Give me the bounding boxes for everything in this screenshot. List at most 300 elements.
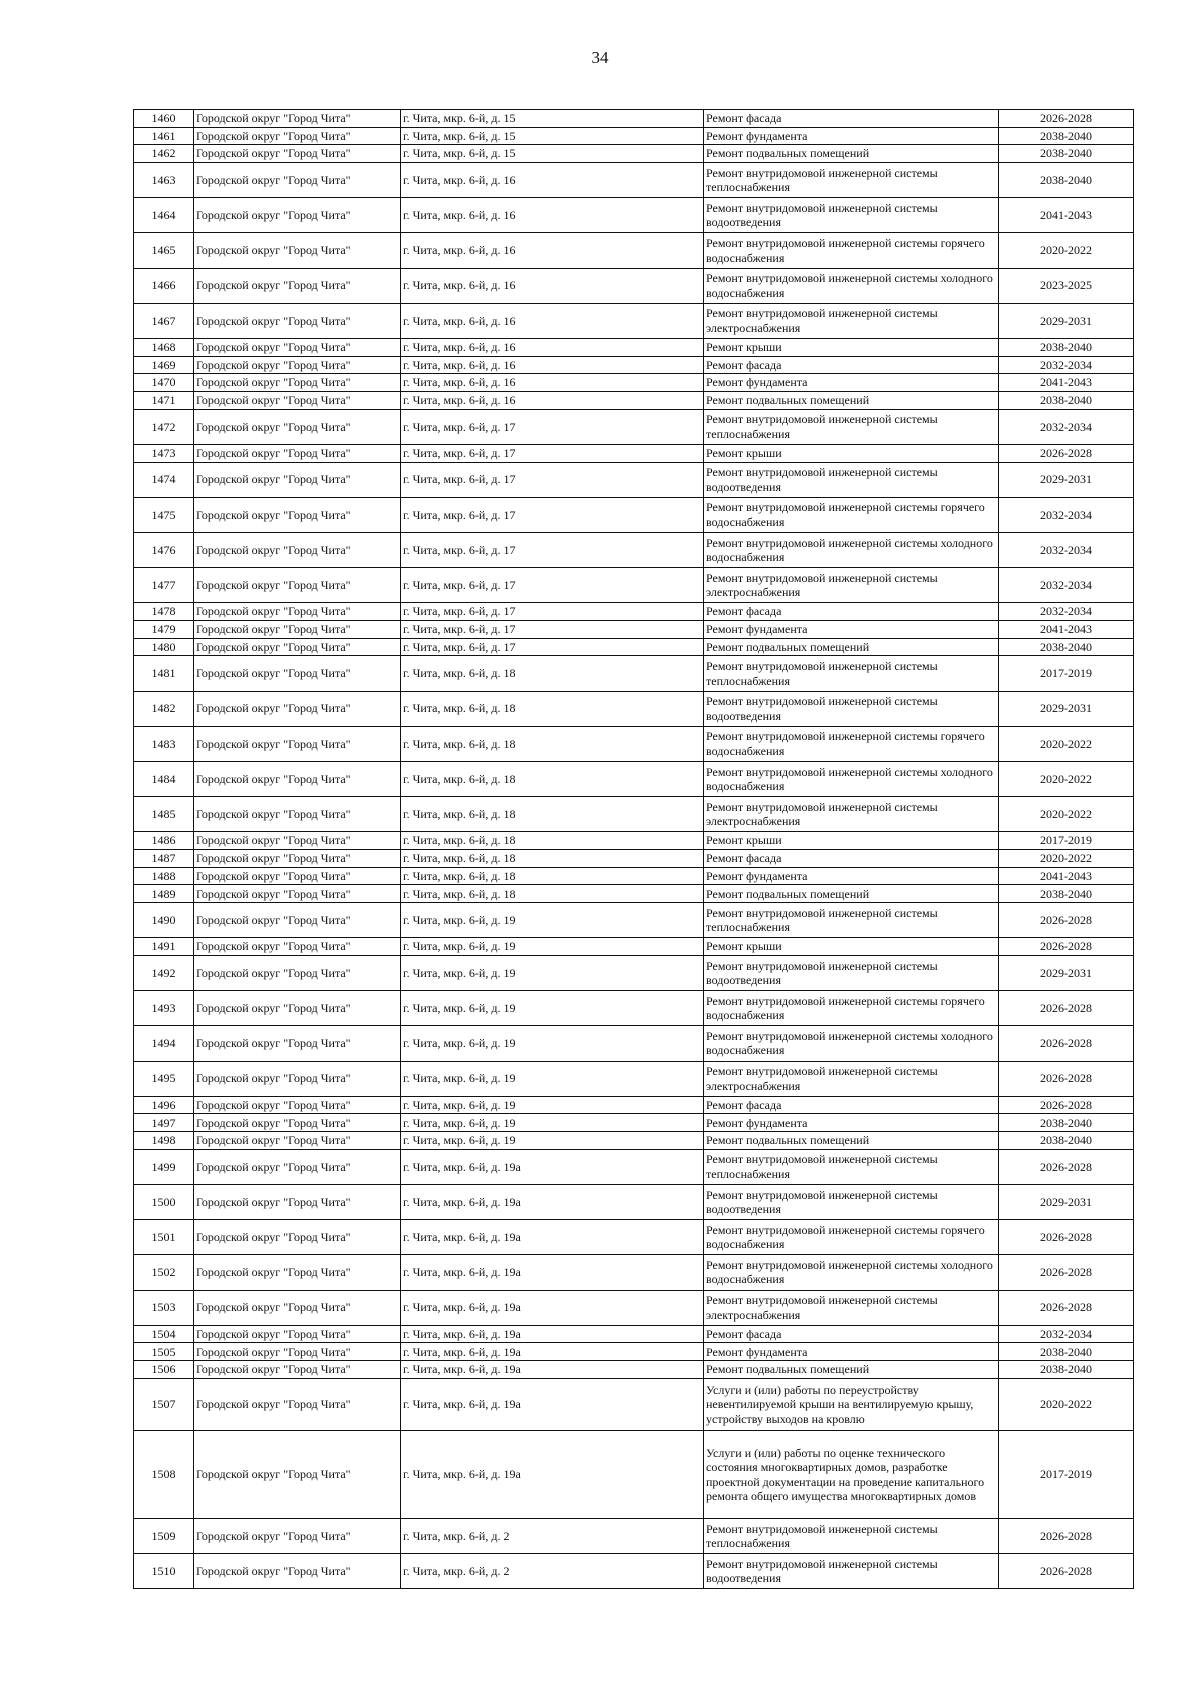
period-cell: 2032-2034 bbox=[999, 603, 1134, 621]
address-cell: г. Чита, мкр. 6-й, д. 18 bbox=[401, 726, 704, 761]
row-number: 1487 bbox=[134, 850, 194, 868]
table-row bbox=[134, 1185, 1134, 1220]
period-cell: 2017-2019 bbox=[999, 1431, 1134, 1519]
work-type-cell: Ремонт фасада bbox=[704, 356, 999, 374]
period-cell: 2038-2040 bbox=[999, 1132, 1134, 1150]
repair-schedule-table bbox=[133, 109, 1134, 1589]
row-number: 1501 bbox=[134, 1220, 194, 1255]
period-cell: 2029-2031 bbox=[999, 462, 1134, 497]
municipality-cell: Городской округ "Город Чита" bbox=[194, 1378, 401, 1431]
municipality-cell: Городской округ "Город Чита" bbox=[194, 392, 401, 410]
municipality-cell: Городской округ "Город Чита" bbox=[194, 691, 401, 726]
table-row bbox=[134, 726, 1134, 761]
period-cell: 2038-2040 bbox=[999, 339, 1134, 357]
work-type-cell: Ремонт крыши bbox=[704, 444, 999, 462]
municipality-cell: Городской округ "Город Чита" bbox=[194, 198, 401, 233]
municipality-cell: Городской округ "Город Чита" bbox=[194, 356, 401, 374]
work-type-cell: Ремонт внутридомовой инженерной системы теплоснабжения bbox=[704, 1149, 999, 1184]
work-type-cell: Ремонт внутридомовой инженерной системы электроснабжения bbox=[704, 797, 999, 832]
municipality-cell: Городской округ "Город Чита" bbox=[194, 867, 401, 885]
row-number: 1475 bbox=[134, 497, 194, 532]
period-cell: 2041-2043 bbox=[999, 198, 1134, 233]
address-cell: г. Чита, мкр. 6-й, д. 19 bbox=[401, 991, 704, 1026]
municipality-cell: Городской округ "Город Чита" bbox=[194, 1185, 401, 1220]
address-cell: г. Чита, мкр. 6-й, д. 17 bbox=[401, 568, 704, 603]
row-number: 1466 bbox=[134, 268, 194, 303]
municipality-cell: Городской округ "Город Чита" bbox=[194, 127, 401, 145]
address-cell: г. Чита, мкр. 6-й, д. 18 bbox=[401, 850, 704, 868]
municipality-cell: Городской округ "Город Чита" bbox=[194, 1325, 401, 1343]
row-number: 1495 bbox=[134, 1061, 194, 1096]
work-type-cell: Услуги и (или) работы по оценке технического состояния многоквартирных домов, разработке проектной документации на проведение капитального ремонта общего имущества многоквартирных домов bbox=[704, 1431, 999, 1519]
work-type-cell: Ремонт крыши bbox=[704, 832, 999, 850]
row-number: 1471 bbox=[134, 392, 194, 410]
work-type-cell: Ремонт фундамента bbox=[704, 621, 999, 639]
period-cell: 2026-2028 bbox=[999, 1255, 1134, 1290]
table-row bbox=[134, 409, 1134, 444]
table-row bbox=[134, 1290, 1134, 1325]
municipality-cell: Городской округ "Город Чита" bbox=[194, 497, 401, 532]
period-cell: 2026-2028 bbox=[999, 110, 1134, 128]
period-cell: 2020-2022 bbox=[999, 1378, 1134, 1431]
period-cell: 2026-2028 bbox=[999, 1149, 1134, 1184]
municipality-cell: Городской округ "Город Чита" bbox=[194, 1114, 401, 1132]
period-cell: 2020-2022 bbox=[999, 762, 1134, 797]
municipality-cell: Городской округ "Город Чита" bbox=[194, 956, 401, 991]
address-cell: г. Чита, мкр. 6-й, д. 2 bbox=[401, 1554, 704, 1589]
table-row bbox=[134, 991, 1134, 1026]
municipality-cell: Городской округ "Город Чита" bbox=[194, 1096, 401, 1114]
table-row bbox=[134, 1378, 1134, 1431]
table-row bbox=[134, 1343, 1134, 1361]
municipality-cell: Городской округ "Город Чита" bbox=[194, 603, 401, 621]
row-number: 1499 bbox=[134, 1149, 194, 1184]
row-number: 1478 bbox=[134, 603, 194, 621]
municipality-cell: Городской округ "Город Чита" bbox=[194, 938, 401, 956]
row-number: 1476 bbox=[134, 533, 194, 568]
period-cell: 2026-2028 bbox=[999, 903, 1134, 938]
row-number: 1483 bbox=[134, 726, 194, 761]
period-cell: 2026-2028 bbox=[999, 1519, 1134, 1554]
table-row bbox=[134, 1061, 1134, 1096]
address-cell: г. Чита, мкр. 6-й, д. 19а bbox=[401, 1343, 704, 1361]
address-cell: г. Чита, мкр. 6-й, д. 18 bbox=[401, 797, 704, 832]
row-number: 1505 bbox=[134, 1343, 194, 1361]
work-type-cell: Ремонт внутридомовой инженерной системы электроснабжения bbox=[704, 1290, 999, 1325]
address-cell: г. Чита, мкр. 6-й, д. 16 bbox=[401, 163, 704, 198]
period-cell: 2026-2028 bbox=[999, 1554, 1134, 1589]
work-type-cell: Ремонт подвальных помещений bbox=[704, 885, 999, 903]
period-cell: 2038-2040 bbox=[999, 163, 1134, 198]
municipality-cell: Городской округ "Город Чита" bbox=[194, 850, 401, 868]
table-row bbox=[134, 621, 1134, 639]
municipality-cell: Городской округ "Город Чита" bbox=[194, 1361, 401, 1379]
work-type-cell: Ремонт внутридомовой инженерной системы водоотведения bbox=[704, 462, 999, 497]
work-type-cell: Ремонт фасада bbox=[704, 1325, 999, 1343]
municipality-cell: Городской округ "Город Чита" bbox=[194, 233, 401, 268]
municipality-cell: Городской округ "Город Чита" bbox=[194, 444, 401, 462]
municipality-cell: Городской округ "Город Чита" bbox=[194, 991, 401, 1026]
work-type-cell: Ремонт фундамента bbox=[704, 867, 999, 885]
table-row bbox=[134, 885, 1134, 903]
row-number: 1509 bbox=[134, 1519, 194, 1554]
municipality-cell: Городской округ "Город Чита" bbox=[194, 339, 401, 357]
row-number: 1496 bbox=[134, 1096, 194, 1114]
row-number: 1497 bbox=[134, 1114, 194, 1132]
period-cell: 2041-2043 bbox=[999, 374, 1134, 392]
table-row bbox=[134, 374, 1134, 392]
address-cell: г. Чита, мкр. 6-й, д. 15 bbox=[401, 110, 704, 128]
row-number: 1477 bbox=[134, 568, 194, 603]
address-cell: г. Чита, мкр. 6-й, д. 15 bbox=[401, 145, 704, 163]
table-row bbox=[134, 797, 1134, 832]
address-cell: г. Чита, мкр. 6-й, д. 16 bbox=[401, 392, 704, 410]
address-cell: г. Чита, мкр. 6-й, д. 19 bbox=[401, 956, 704, 991]
row-number: 1488 bbox=[134, 867, 194, 885]
address-cell: г. Чита, мкр. 6-й, д. 2 bbox=[401, 1519, 704, 1554]
table-row bbox=[134, 956, 1134, 991]
table-row bbox=[134, 850, 1134, 868]
work-type-cell: Ремонт фасада bbox=[704, 850, 999, 868]
address-cell: г. Чита, мкр. 6-й, д. 19а bbox=[401, 1325, 704, 1343]
municipality-cell: Городской округ "Город Чита" bbox=[194, 1132, 401, 1150]
table-row bbox=[134, 1114, 1134, 1132]
row-number: 1462 bbox=[134, 145, 194, 163]
table-row bbox=[134, 903, 1134, 938]
work-type-cell: Ремонт подвальных помещений bbox=[704, 1361, 999, 1379]
municipality-cell: Городской округ "Город Чита" bbox=[194, 1343, 401, 1361]
address-cell: г. Чита, мкр. 6-й, д. 19а bbox=[401, 1185, 704, 1220]
row-number: 1469 bbox=[134, 356, 194, 374]
work-type-cell: Ремонт подвальных помещений bbox=[704, 638, 999, 656]
period-cell: 2038-2040 bbox=[999, 638, 1134, 656]
address-cell: г. Чита, мкр. 6-й, д. 16 bbox=[401, 233, 704, 268]
row-number: 1472 bbox=[134, 409, 194, 444]
period-cell: 2026-2028 bbox=[999, 1026, 1134, 1061]
table-row bbox=[134, 568, 1134, 603]
municipality-cell: Городской округ "Город Чита" bbox=[194, 1026, 401, 1061]
work-type-cell: Ремонт внутридомовой инженерной системы теплоснабжения bbox=[704, 1519, 999, 1554]
address-cell: г. Чита, мкр. 6-й, д. 16 bbox=[401, 339, 704, 357]
municipality-cell: Городской округ "Город Чита" bbox=[194, 797, 401, 832]
municipality-cell: Городской округ "Город Чита" bbox=[194, 110, 401, 128]
row-number: 1481 bbox=[134, 656, 194, 691]
work-type-cell: Ремонт внутридомовой инженерной системы теплоснабжения bbox=[704, 163, 999, 198]
table-row bbox=[134, 198, 1134, 233]
period-cell: 2032-2034 bbox=[999, 497, 1134, 532]
table-body bbox=[134, 110, 1134, 1589]
table-row bbox=[134, 145, 1134, 163]
row-number: 1470 bbox=[134, 374, 194, 392]
table-row bbox=[134, 832, 1134, 850]
address-cell: г. Чита, мкр. 6-й, д. 19а bbox=[401, 1290, 704, 1325]
table-row bbox=[134, 1519, 1134, 1554]
municipality-cell: Городской округ "Город Чита" bbox=[194, 1290, 401, 1325]
address-cell: г. Чита, мкр. 6-й, д. 16 bbox=[401, 374, 704, 392]
municipality-cell: Городской округ "Город Чита" bbox=[194, 1061, 401, 1096]
row-number: 1504 bbox=[134, 1325, 194, 1343]
period-cell: 2026-2028 bbox=[999, 1096, 1134, 1114]
address-cell: г. Чита, мкр. 6-й, д. 18 bbox=[401, 762, 704, 797]
work-type-cell: Ремонт крыши bbox=[704, 938, 999, 956]
table-row bbox=[134, 356, 1134, 374]
period-cell: 2038-2040 bbox=[999, 145, 1134, 163]
work-type-cell: Ремонт внутридомовой инженерной системы электроснабжения bbox=[704, 1061, 999, 1096]
table-row bbox=[134, 691, 1134, 726]
municipality-cell: Городской округ "Город Чита" bbox=[194, 374, 401, 392]
period-cell: 2032-2034 bbox=[999, 409, 1134, 444]
address-cell: г. Чита, мкр. 6-й, д. 18 bbox=[401, 691, 704, 726]
work-type-cell: Ремонт внутридомовой инженерной системы теплоснабжения bbox=[704, 903, 999, 938]
work-type-cell: Ремонт внутридомовой инженерной системы горячего водоснабжения bbox=[704, 1220, 999, 1255]
work-type-cell: Ремонт внутридомовой инженерной системы холодного водоснабжения bbox=[704, 762, 999, 797]
table-row bbox=[134, 497, 1134, 532]
row-number: 1491 bbox=[134, 938, 194, 956]
address-cell: г. Чита, мкр. 6-й, д. 16 bbox=[401, 356, 704, 374]
address-cell: г. Чита, мкр. 6-й, д. 17 bbox=[401, 444, 704, 462]
period-cell: 2026-2028 bbox=[999, 1220, 1134, 1255]
municipality-cell: Городской округ "Город Чита" bbox=[194, 832, 401, 850]
address-cell: г. Чита, мкр. 6-й, д. 17 bbox=[401, 409, 704, 444]
municipality-cell: Городской округ "Город Чита" bbox=[194, 1255, 401, 1290]
address-cell: г. Чита, мкр. 6-й, д. 19а bbox=[401, 1378, 704, 1431]
table-row bbox=[134, 1026, 1134, 1061]
work-type-cell: Ремонт подвальных помещений bbox=[704, 1132, 999, 1150]
period-cell: 2032-2034 bbox=[999, 568, 1134, 603]
period-cell: 2032-2034 bbox=[999, 533, 1134, 568]
address-cell: г. Чита, мкр. 6-й, д. 17 bbox=[401, 462, 704, 497]
period-cell: 2026-2028 bbox=[999, 1061, 1134, 1096]
municipality-cell: Городской округ "Город Чита" bbox=[194, 1554, 401, 1589]
table-row bbox=[134, 339, 1134, 357]
table-row bbox=[134, 1255, 1134, 1290]
address-cell: г. Чита, мкр. 6-й, д. 19 bbox=[401, 1132, 704, 1150]
row-number: 1502 bbox=[134, 1255, 194, 1290]
work-type-cell: Ремонт внутридомовой инженерной системы холодного водоснабжения bbox=[704, 533, 999, 568]
row-number: 1480 bbox=[134, 638, 194, 656]
address-cell: г. Чита, мкр. 6-й, д. 17 bbox=[401, 497, 704, 532]
table-row bbox=[134, 392, 1134, 410]
table-row bbox=[134, 1431, 1134, 1519]
row-number: 1468 bbox=[134, 339, 194, 357]
period-cell: 2038-2040 bbox=[999, 885, 1134, 903]
row-number: 1510 bbox=[134, 1554, 194, 1589]
row-number: 1482 bbox=[134, 691, 194, 726]
row-number: 1463 bbox=[134, 163, 194, 198]
work-type-cell: Ремонт фасада bbox=[704, 110, 999, 128]
municipality-cell: Городской округ "Город Чита" bbox=[194, 638, 401, 656]
table-row bbox=[134, 638, 1134, 656]
municipality-cell: Городской округ "Город Чита" bbox=[194, 268, 401, 303]
work-type-cell: Ремонт внутридомовой инженерной системы холодного водоснабжения bbox=[704, 1026, 999, 1061]
period-cell: 2029-2031 bbox=[999, 1185, 1134, 1220]
table-row bbox=[134, 1361, 1134, 1379]
row-number: 1467 bbox=[134, 303, 194, 338]
work-type-cell: Ремонт подвальных помещений bbox=[704, 145, 999, 163]
municipality-cell: Городской округ "Город Чита" bbox=[194, 621, 401, 639]
work-type-cell: Ремонт внутридомовой инженерной системы водоотведения bbox=[704, 1185, 999, 1220]
row-number: 1479 bbox=[134, 621, 194, 639]
municipality-cell: Городской округ "Город Чита" bbox=[194, 1220, 401, 1255]
period-cell: 2041-2043 bbox=[999, 867, 1134, 885]
address-cell: г. Чита, мкр. 6-й, д. 19а bbox=[401, 1431, 704, 1519]
period-cell: 2038-2040 bbox=[999, 392, 1134, 410]
municipality-cell: Городской округ "Город Чита" bbox=[194, 903, 401, 938]
table-row bbox=[134, 1220, 1134, 1255]
period-cell: 2026-2028 bbox=[999, 1290, 1134, 1325]
address-cell: г. Чита, мкр. 6-й, д. 16 bbox=[401, 198, 704, 233]
work-type-cell: Ремонт внутридомовой инженерной системы водоотведения bbox=[704, 198, 999, 233]
municipality-cell: Городской округ "Город Чита" bbox=[194, 1149, 401, 1184]
municipality-cell: Городской округ "Город Чита" bbox=[194, 462, 401, 497]
address-cell: г. Чита, мкр. 6-й, д. 19 bbox=[401, 903, 704, 938]
table-row bbox=[134, 1554, 1134, 1589]
work-type-cell: Ремонт внутридомовой инженерной системы горячего водоснабжения bbox=[704, 991, 999, 1026]
work-type-cell: Ремонт фундамента bbox=[704, 127, 999, 145]
table-row bbox=[134, 268, 1134, 303]
work-type-cell: Ремонт внутридомовой инженерной системы водоотведения bbox=[704, 691, 999, 726]
work-type-cell: Услуги и (или) работы по переустройству невентилируемой крыши на вентилируемую крышу, устройству выходов на кровлю bbox=[704, 1378, 999, 1431]
page-number: 34 bbox=[591, 48, 609, 67]
row-number: 1473 bbox=[134, 444, 194, 462]
work-type-cell: Ремонт фасада bbox=[704, 603, 999, 621]
row-number: 1503 bbox=[134, 1290, 194, 1325]
address-cell: г. Чита, мкр. 6-й, д. 19 bbox=[401, 1061, 704, 1096]
table-row bbox=[134, 656, 1134, 691]
work-type-cell: Ремонт внутридомовой инженерной системы электроснабжения bbox=[704, 568, 999, 603]
period-cell: 2038-2040 bbox=[999, 1343, 1134, 1361]
municipality-cell: Городской округ "Город Чита" bbox=[194, 303, 401, 338]
row-number: 1490 bbox=[134, 903, 194, 938]
work-type-cell: Ремонт подвальных помещений bbox=[704, 392, 999, 410]
row-number: 1486 bbox=[134, 832, 194, 850]
period-cell: 2017-2019 bbox=[999, 832, 1134, 850]
period-cell: 2041-2043 bbox=[999, 621, 1134, 639]
address-cell: г. Чита, мкр. 6-й, д. 19 bbox=[401, 1026, 704, 1061]
row-number: 1464 bbox=[134, 198, 194, 233]
work-type-cell: Ремонт фундамента bbox=[704, 374, 999, 392]
table-row bbox=[134, 1325, 1134, 1343]
municipality-cell: Городской округ "Город Чита" bbox=[194, 1431, 401, 1519]
period-cell: 2032-2034 bbox=[999, 1325, 1134, 1343]
row-number: 1484 bbox=[134, 762, 194, 797]
period-cell: 2038-2040 bbox=[999, 1114, 1134, 1132]
table-row bbox=[134, 462, 1134, 497]
address-cell: г. Чита, мкр. 6-й, д. 19 bbox=[401, 1096, 704, 1114]
table-row bbox=[134, 127, 1134, 145]
period-cell: 2020-2022 bbox=[999, 726, 1134, 761]
row-number: 1489 bbox=[134, 885, 194, 903]
municipality-cell: Городской округ "Город Чита" bbox=[194, 533, 401, 568]
work-type-cell: Ремонт фундамента bbox=[704, 1343, 999, 1361]
address-cell: г. Чита, мкр. 6-й, д. 17 bbox=[401, 603, 704, 621]
work-type-cell: Ремонт крыши bbox=[704, 339, 999, 357]
period-cell: 2026-2028 bbox=[999, 938, 1134, 956]
address-cell: г. Чита, мкр. 6-й, д. 15 bbox=[401, 127, 704, 145]
row-number: 1494 bbox=[134, 1026, 194, 1061]
table-row bbox=[134, 938, 1134, 956]
row-number: 1508 bbox=[134, 1431, 194, 1519]
work-type-cell: Ремонт внутридомовой инженерной системы холодного водоснабжения bbox=[704, 1255, 999, 1290]
period-cell: 2038-2040 bbox=[999, 1361, 1134, 1379]
period-cell: 2029-2031 bbox=[999, 691, 1134, 726]
address-cell: г. Чита, мкр. 6-й, д. 17 bbox=[401, 638, 704, 656]
address-cell: г. Чита, мкр. 6-й, д. 19а bbox=[401, 1361, 704, 1379]
municipality-cell: Городской округ "Город Чита" bbox=[194, 568, 401, 603]
row-number: 1493 bbox=[134, 991, 194, 1026]
work-type-cell: Ремонт внутридомовой инженерной системы горячего водоснабжения bbox=[704, 726, 999, 761]
period-cell: 2026-2028 bbox=[999, 991, 1134, 1026]
period-cell: 2023-2025 bbox=[999, 268, 1134, 303]
work-type-cell: Ремонт внутридомовой инженерной системы электроснабжения bbox=[704, 303, 999, 338]
row-number: 1507 bbox=[134, 1378, 194, 1431]
row-number: 1498 bbox=[134, 1132, 194, 1150]
work-type-cell: Ремонт фасада bbox=[704, 1096, 999, 1114]
period-cell: 2020-2022 bbox=[999, 233, 1134, 268]
table-row bbox=[134, 444, 1134, 462]
table-row bbox=[134, 163, 1134, 198]
work-type-cell: Ремонт внутридомовой инженерной системы холодного водоснабжения bbox=[704, 268, 999, 303]
period-cell: 2029-2031 bbox=[999, 303, 1134, 338]
table-row bbox=[134, 1149, 1134, 1184]
work-type-cell: Ремонт внутридомовой инженерной системы теплоснабжения bbox=[704, 409, 999, 444]
address-cell: г. Чита, мкр. 6-й, д. 16 bbox=[401, 268, 704, 303]
row-number: 1506 bbox=[134, 1361, 194, 1379]
address-cell: г. Чита, мкр. 6-й, д. 19 bbox=[401, 938, 704, 956]
period-cell: 2017-2019 bbox=[999, 656, 1134, 691]
row-number: 1500 bbox=[134, 1185, 194, 1220]
work-type-cell: Ремонт внутридомовой инженерной системы горячего водоснабжения bbox=[704, 233, 999, 268]
work-type-cell: Ремонт внутридомовой инженерной системы теплоснабжения bbox=[704, 656, 999, 691]
row-number: 1492 bbox=[134, 956, 194, 991]
municipality-cell: Городской округ "Город Чита" bbox=[194, 762, 401, 797]
municipality-cell: Городской округ "Город Чита" bbox=[194, 409, 401, 444]
table-row bbox=[134, 303, 1134, 338]
municipality-cell: Городской округ "Город Чита" bbox=[194, 163, 401, 198]
work-type-cell: Ремонт внутридомовой инженерной системы водоотведения bbox=[704, 1554, 999, 1589]
table-row bbox=[134, 603, 1134, 621]
municipality-cell: Городской округ "Город Чита" bbox=[194, 656, 401, 691]
address-cell: г. Чита, мкр. 6-й, д. 18 bbox=[401, 832, 704, 850]
row-number: 1461 bbox=[134, 127, 194, 145]
address-cell: г. Чита, мкр. 6-й, д. 17 bbox=[401, 621, 704, 639]
address-cell: г. Чита, мкр. 6-й, д. 19а bbox=[401, 1255, 704, 1290]
municipality-cell: Городской округ "Город Чита" bbox=[194, 1519, 401, 1554]
period-cell: 2020-2022 bbox=[999, 797, 1134, 832]
municipality-cell: Городской округ "Город Чита" bbox=[194, 145, 401, 163]
address-cell: г. Чита, мкр. 6-й, д. 17 bbox=[401, 533, 704, 568]
address-cell: г. Чита, мкр. 6-й, д. 16 bbox=[401, 303, 704, 338]
table-row bbox=[134, 110, 1134, 128]
municipality-cell: Городской округ "Город Чита" bbox=[194, 885, 401, 903]
row-number: 1465 bbox=[134, 233, 194, 268]
row-number: 1474 bbox=[134, 462, 194, 497]
work-type-cell: Ремонт внутридомовой инженерной системы водоотведения bbox=[704, 956, 999, 991]
period-cell: 2020-2022 bbox=[999, 850, 1134, 868]
address-cell: г. Чита, мкр. 6-й, д. 19 bbox=[401, 1114, 704, 1132]
period-cell: 2026-2028 bbox=[999, 444, 1134, 462]
period-cell: 2038-2040 bbox=[999, 127, 1134, 145]
period-cell: 2032-2034 bbox=[999, 356, 1134, 374]
municipality-cell: Городской округ "Город Чита" bbox=[194, 726, 401, 761]
address-cell: г. Чита, мкр. 6-й, д. 18 bbox=[401, 656, 704, 691]
address-cell: г. Чита, мкр. 6-й, д. 19а bbox=[401, 1149, 704, 1184]
address-cell: г. Чита, мкр. 6-й, д. 18 bbox=[401, 867, 704, 885]
row-number: 1485 bbox=[134, 797, 194, 832]
period-cell: 2029-2031 bbox=[999, 956, 1134, 991]
table-row bbox=[134, 1132, 1134, 1150]
table-row bbox=[134, 762, 1134, 797]
